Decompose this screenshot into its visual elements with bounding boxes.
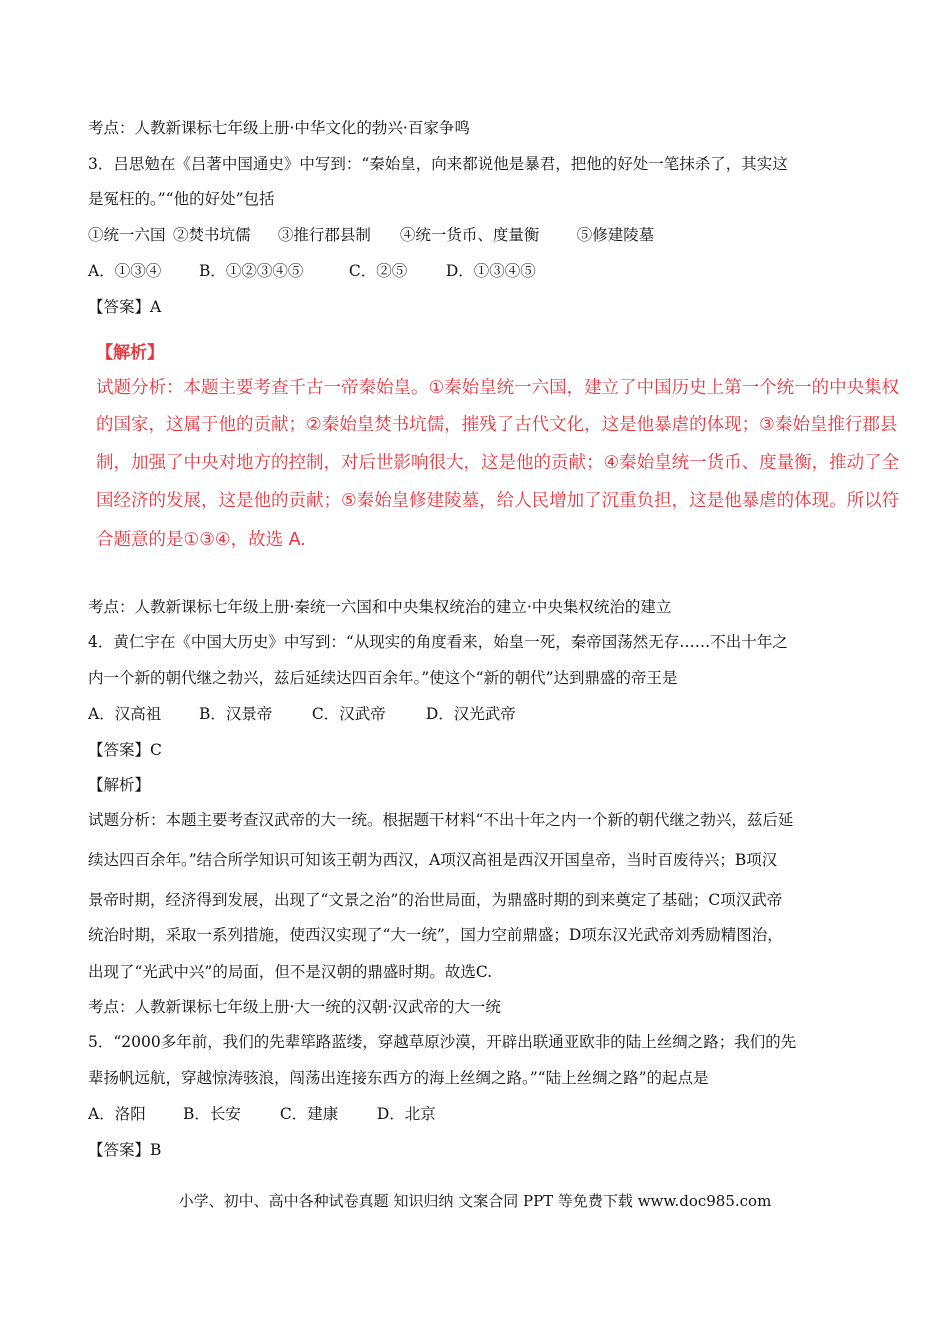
q3-analysis-line-1: 试题分析：本题主要考查千古一帝秦始皇。①秦始皇统一六国，建立了中国历史上第一个统一的中央集权 [96, 378, 900, 398]
q3-stem-line1: 3．吕思勉在《吕著中国通史》中写到：“秦始皇，向来都说他是暴君，把他的好处一笔抹杀了，其实这 [88, 155, 788, 173]
q5-option-b: B．长安 [182, 1105, 241, 1123]
q4-option-b: B．汉景帝 [198, 705, 273, 723]
q5-answer: 【答案】B [88, 1141, 162, 1159]
q5-option-a: A．洛阳 [88, 1105, 146, 1123]
q3-answer: 【答案】A [88, 298, 162, 316]
q3-analysis-title: 【解析】 [96, 343, 164, 363]
q4-answer: 【答案】C [88, 741, 162, 759]
q4-stem-line2: 内一个新的朝代继之勃兴，兹后延续达四百余年。”使这个“新的朝代”达到鼎盛的帝王是 [88, 669, 678, 687]
q3-option-a: A．①③④ [88, 262, 162, 280]
q3-kaodian: 考点：人教新课标七年级上册·秦统一六国和中央集权统治的建立·中央集权统治的建立 [88, 598, 672, 616]
q4-options [88, 704, 516, 724]
q3-item-1: ①统一六国 [88, 226, 166, 244]
q3-items [88, 225, 654, 245]
q3-item-5: ⑤修建陵墓 [576, 226, 655, 244]
q4-analysis-line-4: 统治时期，采取一系列措施，使西汉实现了“大一统”，国力空前鼎盛；D项东汉光武帝刘秀励精图治， [88, 926, 783, 944]
q4-option-c: C．汉武帝 [311, 705, 386, 723]
q4-option-a: A．汉高祖 [88, 705, 162, 723]
q3-option-b: B．①②③④⑤ [198, 262, 304, 280]
q4-analysis-line-5: 出现了“光武中兴”的局面，但不是汉朝的鼎盛时期。故选C. [88, 963, 493, 981]
q5-option-c: C．建康 [279, 1105, 339, 1123]
q3-options [88, 261, 536, 281]
q4-option-d: D．汉光武帝 [425, 705, 516, 723]
q3-analysis-line-4: 国经济的发展，这是他的贡献；⑤秦始皇修建陵墓，给人民增加了沉重负担，这是他暴虐的体现。所以符 [96, 491, 900, 511]
page-footer: 小学、初中、高中各种试卷真题 知识归纳 文案合同 PPT 等免费下载 www.doc985.com [178, 1192, 772, 1210]
q3-option-d: D．①③④⑤ [445, 262, 536, 280]
q3-analysis-line-2: 的国家，这属于他的贡献；②秦始皇焚书坑儒，摧残了古代文化，这是他暴虐的体现；③秦始皇推行郡县 [96, 415, 898, 435]
q4-analysis-line-2: 续达四百余年。”结合所学知识可知该王朝为西汉，A项汉高祖是西汉开国皇帝，当时百废待兴；B项汉 [88, 851, 778, 869]
q5-stem-line1: 5．“2000多年前，我们的先辈筚路蓝缕，穿越草原沙漠，开辟出联通亚欧非的陆上丝绸之路；我们的先 [88, 1033, 797, 1051]
q4-kaodian: 考点：人教新课标七年级上册·大一统的汉朝·汉武帝的大一统 [88, 998, 501, 1016]
q4-stem-line1: 4．黄仁宇在《中国大历史》中写到：“从现实的角度看来，始皇一死，秦帝国荡然无存……不出十年之 [88, 633, 788, 651]
q3-item-3: ③推行郡县制 [277, 226, 371, 244]
q3-item-2: ②焚书坑儒 [172, 226, 251, 244]
q3-analysis-line-5: 合题意的是①③④，故选 A. [96, 530, 306, 550]
q4-analysis-line-1: 试题分析：本题主要考查汉武帝的大一统。根据题干材料“不出十年之内一个新的朝代继之勃兴，兹后延 [88, 811, 794, 829]
q4-analysis-line-3: 景帝时期，经济得到发展，出现了“文景之治”的治世局面，为鼎盛时期的到来奠定了基础；C项汉武帝 [88, 891, 783, 909]
q4-analysis-title: 【解析】 [88, 776, 151, 794]
q2-kaodian: 考点：人教新课标七年级上册·中华文化的勃兴·百家争鸣 [88, 119, 470, 137]
q5-stem-line2: 辈扬帆远航，穿越惊涛骇浪，闯荡出连接东西方的海上丝绸之路。”“陆上丝绸之路”的起点是 [88, 1069, 709, 1087]
q3-option-c: C．②⑤ [348, 262, 408, 280]
q3-item-4: ④统一货币、度量衡 [399, 226, 540, 244]
q5-options [88, 1104, 436, 1124]
q3-analysis-line-3: 制，加强了中央对地方的控制，对后世影响很大，这是他的贡献；④秦始皇统一货币、度量衡，推动了全 [96, 453, 900, 473]
q3-stem-line2: 是冤枉的。”“他的好处”包括 [88, 190, 275, 208]
q5-option-d: D．北京 [376, 1105, 436, 1123]
